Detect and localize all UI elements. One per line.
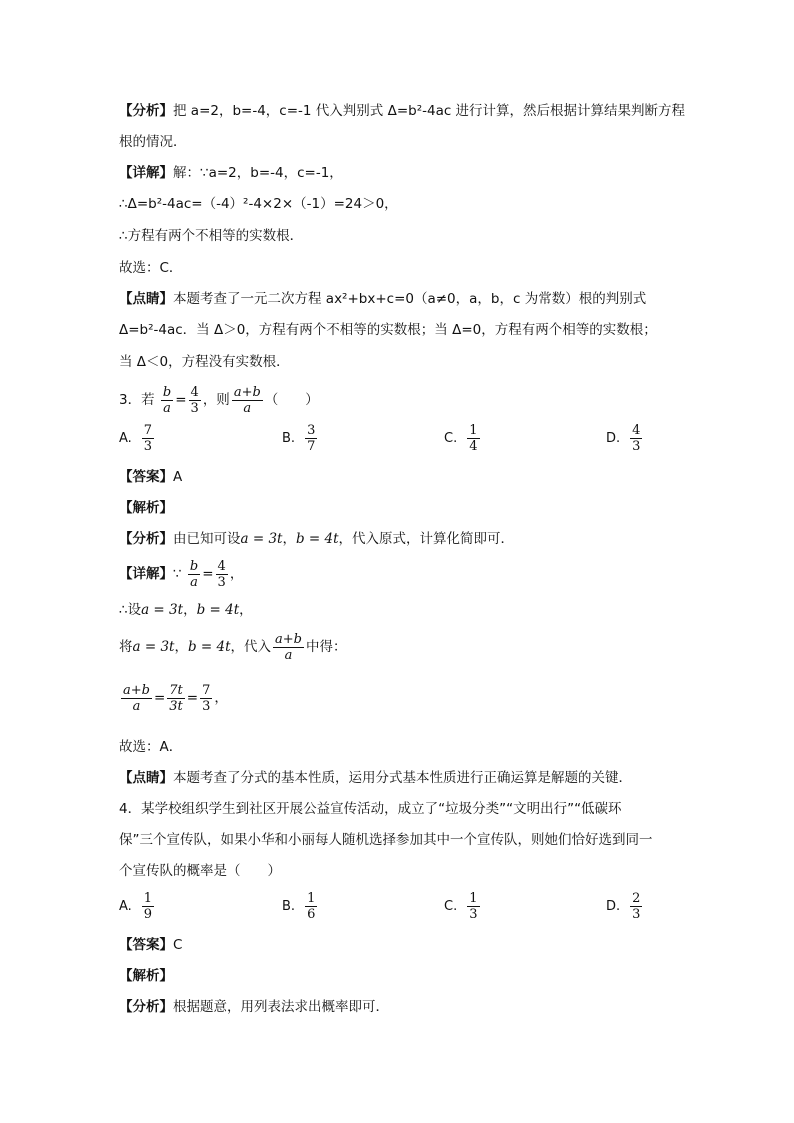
q3-detail-line-1: 【详解】∵ $\frac{b}{a}$ = $\frac{4}{3}$ ， xyxy=(119,558,244,590)
q3-analysis: 【分析】由已知可设a = 3t，b = 4t，代入原式，计算化简即可． xyxy=(119,531,515,547)
analysis-text: 把 a=2，b=-4，c=-1 代入判别式 Δ=b²-4ac 进行计算，然后根据计算结果判断方程 xyxy=(173,103,686,119)
q3-option-b: B. $\frac{3}{7}$ xyxy=(282,423,316,454)
q2-comment-line-1 xyxy=(119,289,646,309)
q4-solution-heading: 【解析】 xyxy=(119,968,173,984)
q3-option-d: D. $\frac{4}{3}$ xyxy=(606,423,641,454)
detail-text: 解：∵a=2，b=-4，c=-1， xyxy=(173,165,343,181)
q3-answer xyxy=(119,467,182,487)
q2-detail-line-2: ∴Δ=b²-4ac=（-4）²-4×2×（-1）=24＞0， xyxy=(119,196,398,212)
comment-label: 【点睛】 xyxy=(119,291,173,307)
q4-option-c: C. $\frac{1}{3}$ xyxy=(444,891,478,922)
q3-comment: 【点睛】本题考查了分式的基本性质，运用分式基本性质进行正确运算是解题的关键． xyxy=(119,770,632,786)
answer-label: 【答案】 xyxy=(119,469,173,485)
detail-label: 【详解】 xyxy=(119,165,173,181)
q3-then: ，则 xyxy=(202,392,230,408)
q2-comment-line-2: Δ=b²-4ac．当 Δ＞0，方程有两个不相等的实数根；当 Δ=0，方程有两个相等的实数根； xyxy=(119,322,657,338)
q4-option-b: B. $\frac{1}{6}$ xyxy=(282,891,316,922)
answer-blank: （ ） xyxy=(264,392,319,408)
q3-choose: 故选：A． xyxy=(119,739,183,755)
q3-result-equation: $\frac{a+b}{a}$ = $\frac{7t}{3t}$ = $\frac{7}{3}$ ， xyxy=(123,682,228,714)
fraction-b-over-a: $\frac{b}{a}$ xyxy=(162,384,172,416)
analysis-label: 【分析】 xyxy=(119,999,173,1015)
q4-stem-line-3: 个宣传队的概率是（ ） xyxy=(119,863,281,879)
q3-option-a: A. $\frac{7}{3}$ xyxy=(119,423,153,454)
comment-text: 本题考查了一元二次方程 ax²+bx+c=0（a≠0，a，b，c 为常数）根的判别式 xyxy=(173,291,647,307)
q2-detail-line-3: ∴方程有两个不相等的实数根． xyxy=(119,228,304,244)
fraction-a-plus-b-over-a: $\frac{a+b}{a}$ xyxy=(233,384,261,416)
q3-option-c: C. $\frac{1}{4}$ xyxy=(444,423,478,454)
q3-if: 若 xyxy=(141,392,155,408)
q2-analysis-line-2: 根的情况． xyxy=(119,134,187,150)
q4-answer xyxy=(119,935,182,955)
answer-label: 【答案】 xyxy=(119,937,173,953)
q4-option-a: A. $\frac{1}{9}$ xyxy=(119,891,153,922)
q2-analysis-line-1 xyxy=(119,101,685,121)
answer-value: C xyxy=(173,937,183,953)
analysis-label: 【分析】 xyxy=(119,103,173,119)
q4-stem-line-2: 保”三个宣传队，如果小华和小丽每人随机选择参加其中一个宣传队，则她们恰好选到同一 xyxy=(119,832,653,848)
answer-value: A xyxy=(173,469,183,485)
detail-label: 【详解】 xyxy=(119,566,173,582)
q2-detail-line-1 xyxy=(119,163,343,183)
q3-stem xyxy=(119,383,319,417)
comment-label: 【点睛】 xyxy=(119,770,173,786)
analysis-label: 【分析】 xyxy=(119,531,173,547)
q2-comment-line-3: 当 Δ＜0，方程没有实数根． xyxy=(119,354,290,370)
fraction-4-over-3: $\frac{4}{3}$ xyxy=(190,384,199,416)
q3-detail-line-3: 将a = 3t，b = 4t，代入 $\frac{a+b}{a}$ 中得： xyxy=(119,631,347,663)
q3-detail-line-2: ∴设a = 3t，b = 4t， xyxy=(119,602,253,618)
q2-choose: 故选：C． xyxy=(119,260,183,276)
q4-stem-line-1: 4．某学校组织学生到社区开展公益宣传活动，成立了“垃圾分类”“文明出行”“低碳环 xyxy=(119,801,622,817)
q3-number: 3． xyxy=(119,392,142,408)
equals-sign: = xyxy=(175,392,187,408)
q3-solution-heading: 【解析】 xyxy=(119,500,173,516)
q4-option-d: D. $\frac{2}{3}$ xyxy=(606,891,641,922)
q4-analysis: 【分析】根据题意，用列表法求出概率即可． xyxy=(119,999,389,1015)
